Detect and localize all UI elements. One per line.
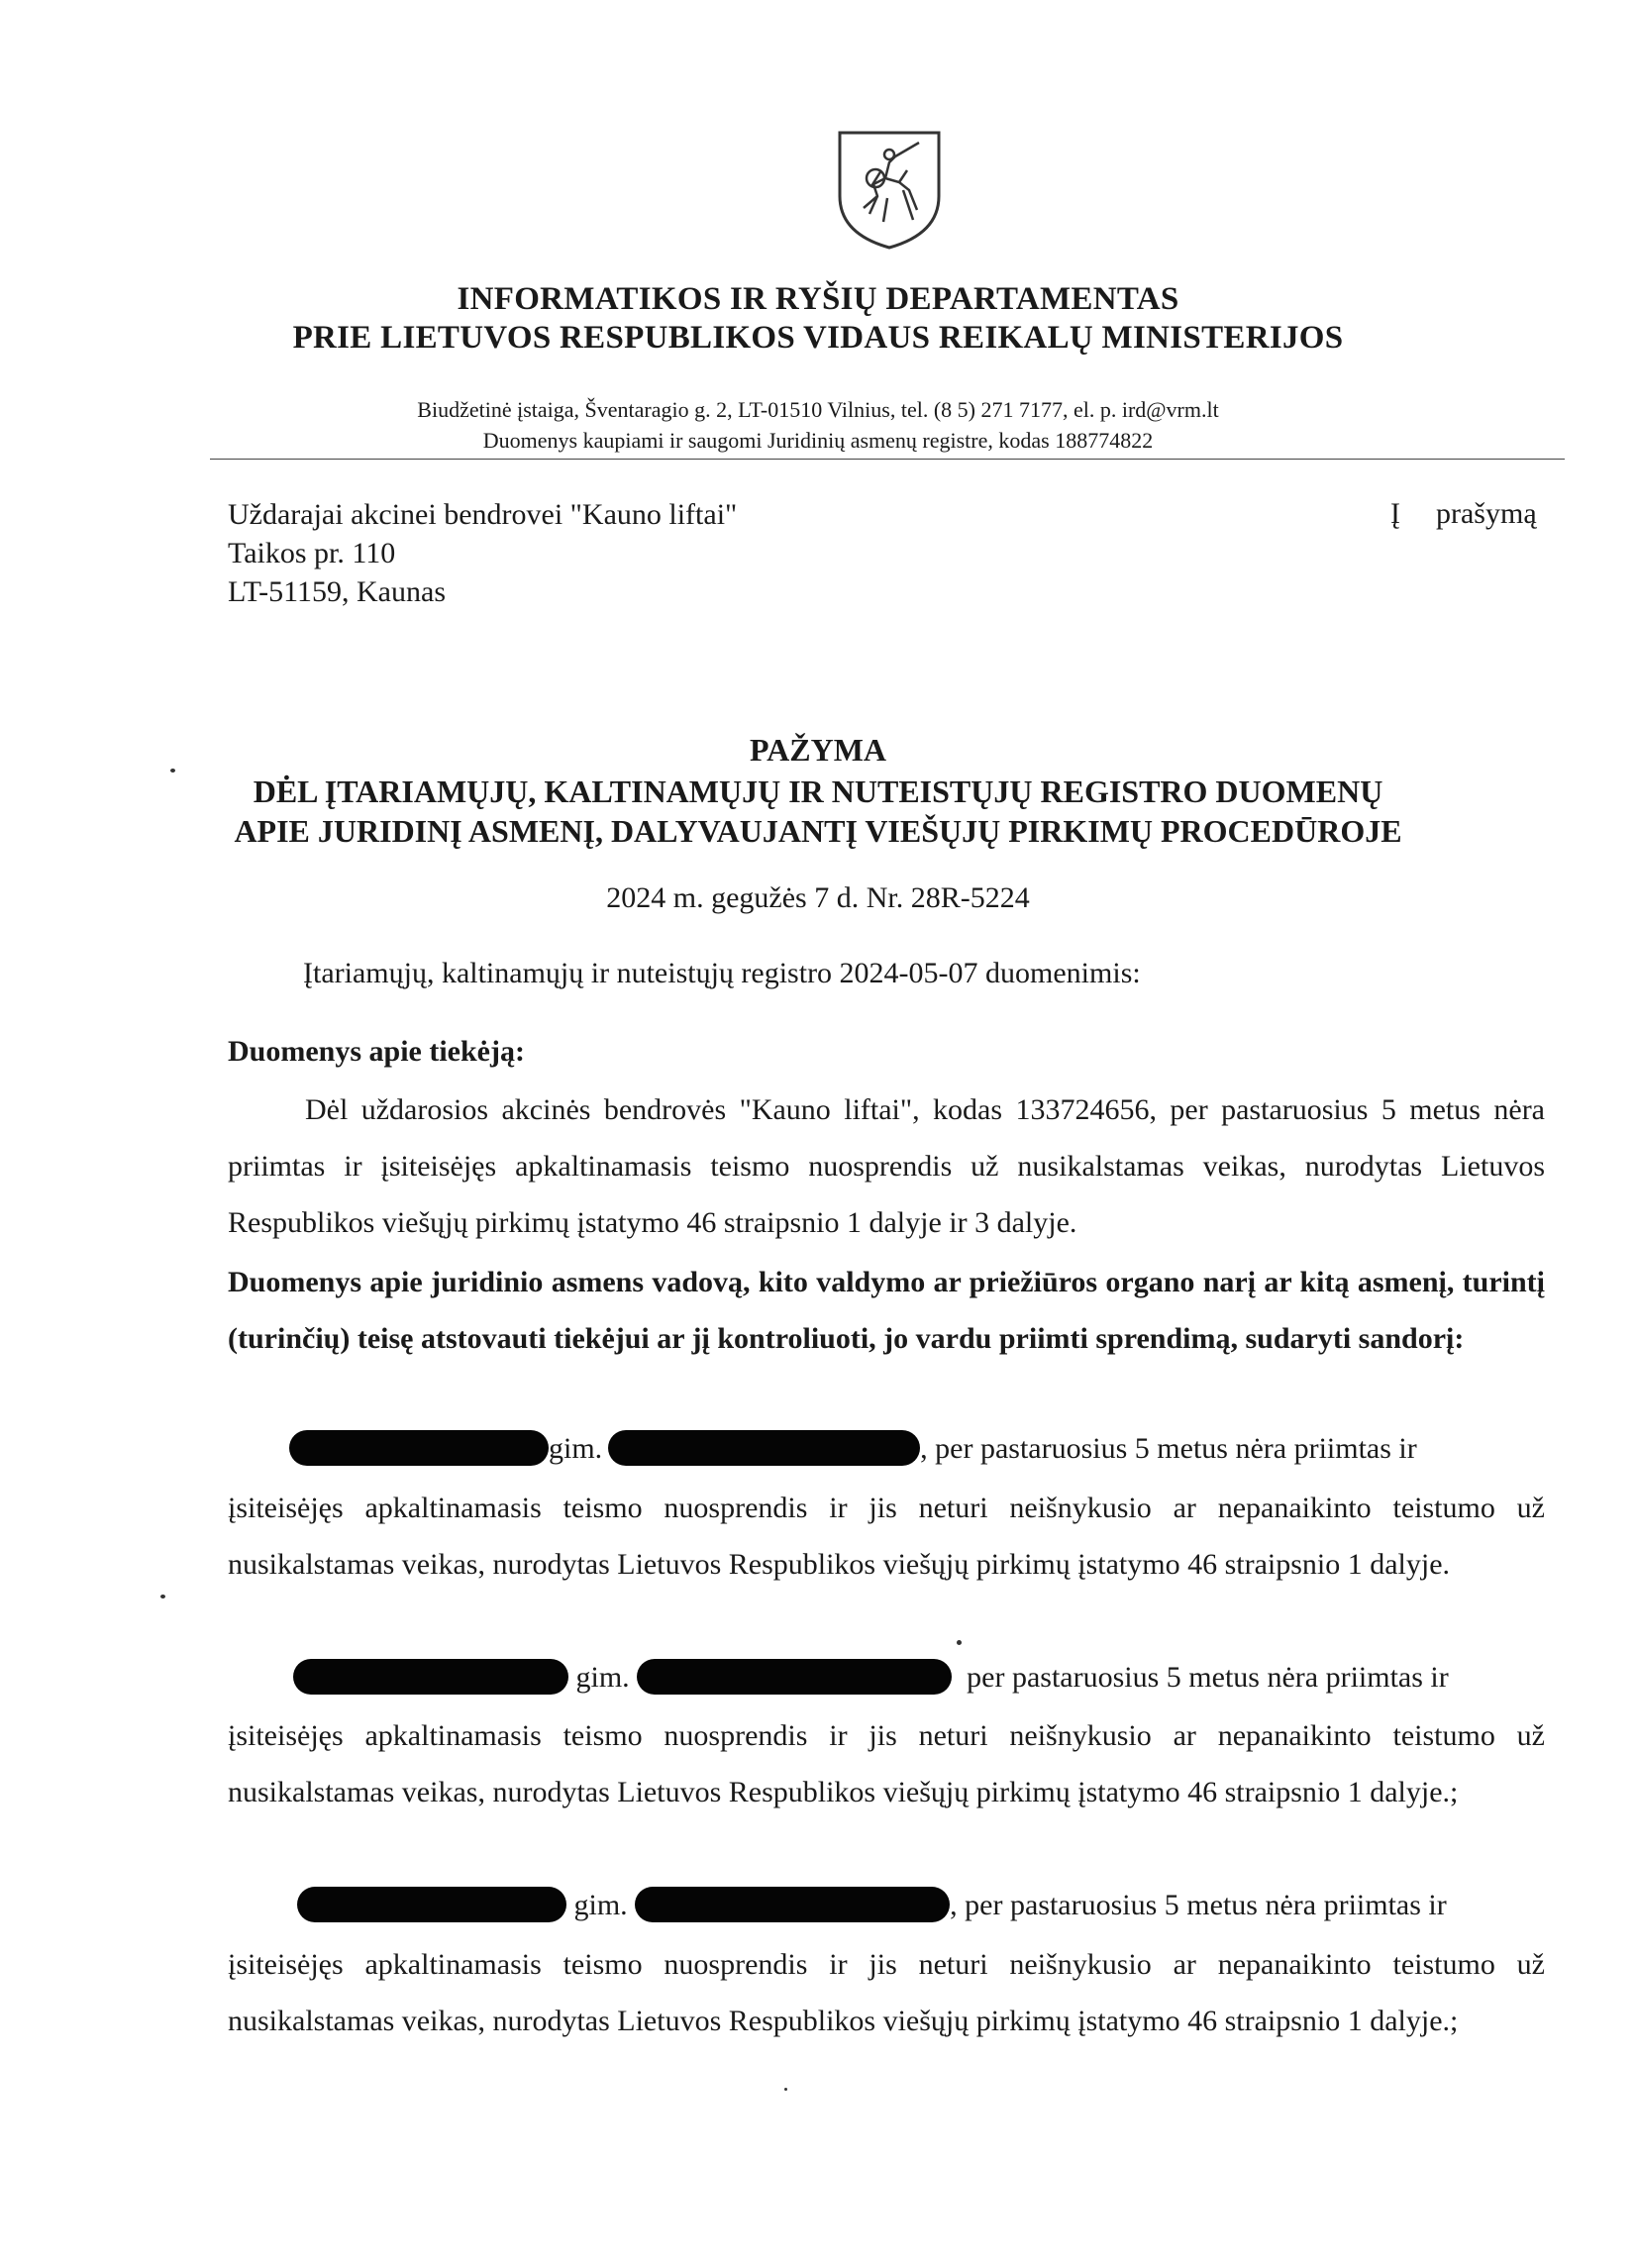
org-name-line2: PRIE LIETUVOS RESPUBLIKOS VIDAUS REIKALŲ MINISTERIJOS [292,320,1344,356]
recipient-city: LT-51159, Kaunas [228,575,446,608]
redacted-name [297,1887,566,1922]
redacted-birthdate [637,1659,952,1695]
person-1-text: įsiteisėjęs apkaltinamasis teismo nuosprendis ir jis neturi neišnykusio ar nepanaikinto teistumo už nusikalstamas veikas, nurodytas Lietuvos Respublikos viešųjų pirkimų įstatymo 46 straipsnio 1 dalyje. [228,1492,1545,1581]
header-divider [210,459,1565,460]
reference-text: prašymą [1436,497,1537,530]
document-date-number: 2024 m. gegužės 7 d. Nr. 28R-5224 [606,881,1030,914]
person-3-first-line [297,1887,1447,1922]
person-1-first-line [289,1430,1417,1466]
person-2-first-line [293,1659,1449,1695]
person-3-first-line-tail: , per pastaruosius 5 metus nėra priimtas ir [950,1889,1447,1921]
recipient-street: Taikos pr. 110 [228,537,396,569]
org-name-line1: INFORMATIKOS IR RYŠIŲ DEPARTAMENTAS [457,281,1179,317]
gim-label: gim. [549,1432,603,1465]
recipient-block [228,495,737,611]
scan-speck [160,1595,165,1598]
redacted-name [289,1430,549,1466]
document-subtitle-line1: DĖL ĮTARIAMŲJŲ, KALTINAMŲJŲ IR NUTEISTŲJŲ REGISTRO DUOMENŲ [253,773,1383,809]
managers-heading: Duomenys apie juridinio asmens vadovą, kito valdymo ar priežiūros organo narį ar kitą asmenį, turintį (turinčių) teisę atstovauti tiekėjui ar jį kontroliuoti, jo vardu priimti sprendimą, sudaryti sandorį: [228,1266,1545,1355]
org-address: Biudžetinė įstaiga, Šventaragio g. 2, LT-01510 Vilnius, tel. (8 5) 271 7177, el. p. ird@vrm.lt [417,397,1219,422]
redacted-name [293,1659,568,1695]
scan-speck [170,769,175,773]
person-3-text: įsiteisėjęs apkaltinamasis teismo nuosprendis ir jis neturi neišnykusio ar nepanaikinto teistumo už nusikalstamas veikas, nurodytas Lietuvos Respublikos viešųjų pirkimų įstatymo 46 straipsnio 1 dalyje.; [228,1948,1545,2037]
person-2-first-line-tail: per pastaruosius 5 metus nėra priimtas ir [967,1661,1449,1694]
gim-label: gim. [575,1661,630,1694]
scan-speck [784,2088,787,2091]
person-2-text: įsiteisėjęs apkaltinamasis teismo nuosprendis ir jis neturi neišnykusio ar nepanaikinto teistumo už nusikalstamas veikas, nurodytas Lietuvos Respublikos viešųjų pirkimų įstatymo 46 straipsnio 1 dalyje.; [228,1719,1545,1808]
document-subtitle-line2: APIE JURIDINĮ ASMENĮ, DALYVAUJANTĮ VIEŠŲJŲ PIRKIMŲ PROCEDŪROJE [234,813,1402,849]
redacted-birthdate [635,1887,950,1922]
intro-text: Įtariamųjų, kaltinamųjų ir nuteistųjų registro 2024-05-07 duomenimis: [303,957,1141,989]
supplier-heading: Duomenys apie tiekėją: [228,1035,525,1068]
person-1-first-line-tail: , per pastaruosius 5 metus nėra priimtas ir [920,1432,1417,1465]
org-registry: Duomenys kaupiami ir saugomi Juridinių asmenų registre, kodas 188774822 [482,428,1154,453]
redacted-birthdate [608,1430,920,1466]
gim-label: gim. [573,1889,628,1921]
supplier-text: Dėl uždarosios akcinės bendrovės "Kauno liftai", kodas 133724656, per pastaruosius 5 metus nėra priimtas ir įsiteisėjęs apkaltinamasis teismo nuosprendis už nusikalstamas veikas, nurodytas Lietuvos Respublikos viešųjų pirkimų įstatymo 46 straipsnio 1 dalyje ir 3 dalyje. [228,1093,1545,1239]
coat-of-arms-icon [834,127,945,252]
document-title: PAŽYMA [749,732,887,768]
scan-speck [957,1640,962,1645]
recipient-name: Uždarajai akcinei bendrovei "Kauno liftai" [228,498,738,531]
reference-prefix: Į [1390,497,1400,530]
